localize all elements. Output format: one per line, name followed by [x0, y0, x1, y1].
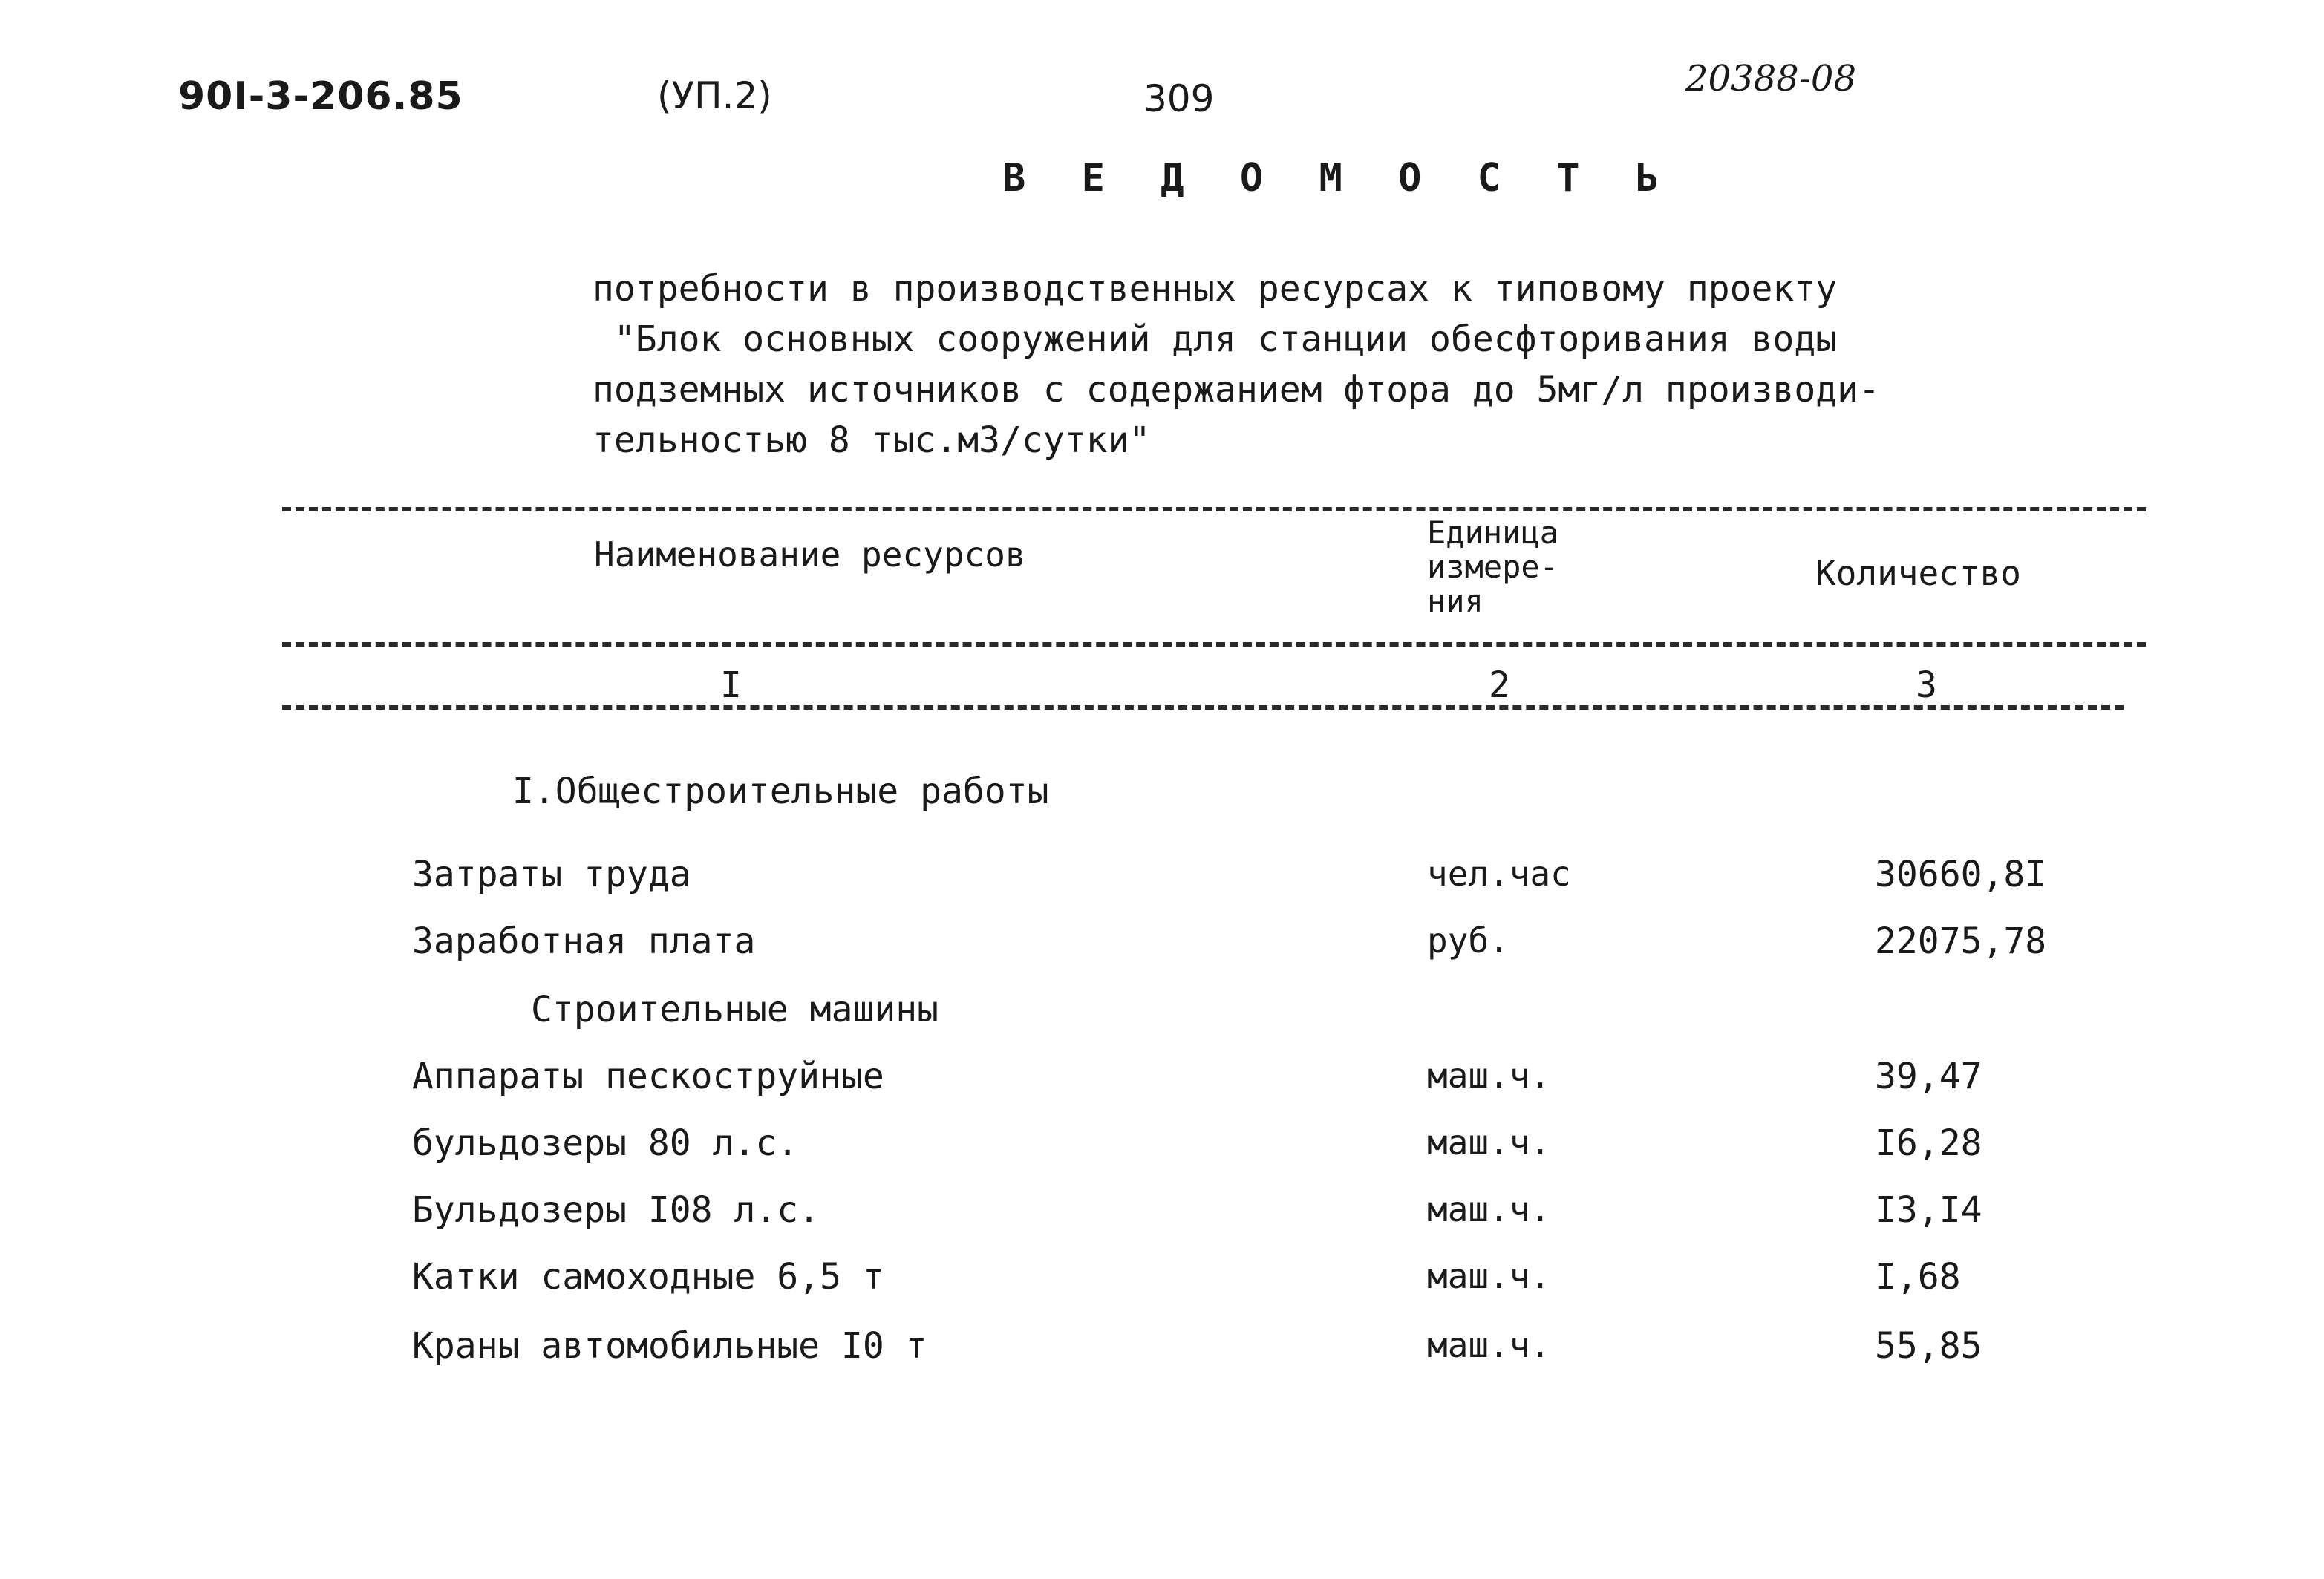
row-name: Заработная плата	[412, 921, 756, 962]
row-name: Аппараты пескоструйные	[412, 1056, 884, 1097]
row-quantity: 55,85	[1875, 1325, 1982, 1367]
column-number-1: I	[720, 664, 742, 706]
album-number: (УП.2)	[657, 74, 772, 117]
document-title: В Е Д О М О С Т Ь	[1002, 156, 1676, 200]
row-name: Краны автомобильные I0 т	[412, 1325, 927, 1367]
row-quantity: 22075,78	[1875, 921, 2047, 962]
column-number-3: 3	[1916, 664, 1937, 706]
document-code: 90I-3-206.85	[178, 74, 463, 119]
page-number: 309	[1143, 77, 1215, 120]
document-subtitle: потребности в производственных ресурсах к типовому проекту "Блок основных сооружений для станции обесфторивания воды подземных источников с содержанием фтора до 5мг/л производи- тельностью 8 тыс.м3/сутки"	[593, 268, 1880, 461]
row-name: Катки самоходные 6,5 т	[412, 1256, 884, 1298]
row-name: Бульдозеры I08 л.с.	[412, 1189, 820, 1231]
row-quantity: 39,47	[1875, 1056, 1982, 1097]
column-header-quantity: Количество	[1815, 553, 2021, 593]
row-unit: маш.ч.	[1427, 1189, 1551, 1229]
column-number-2: 2	[1489, 664, 1510, 706]
table-top-rule	[282, 507, 2146, 511]
column-header-unit: Единица измере- ния	[1427, 514, 1559, 619]
row-unit: чел.час	[1427, 854, 1571, 894]
row-quantity: I3,I4	[1875, 1189, 1982, 1231]
handwritten-stamp: 20388-08	[1685, 58, 1856, 99]
row-unit: руб.	[1427, 921, 1509, 961]
row-unit: маш.ч.	[1427, 1256, 1551, 1296]
table-header-rule	[282, 642, 2146, 647]
row-name: бульдозеры 80 л.с.	[412, 1122, 799, 1164]
row-unit: маш.ч.	[1427, 1325, 1551, 1365]
row-unit: маш.ч.	[1427, 1056, 1551, 1096]
row-quantity: 30660,8I	[1875, 854, 2047, 895]
row-unit: маш.ч.	[1427, 1122, 1551, 1163]
subsection-title: Строительные машины	[531, 989, 939, 1030]
row-name: Затраты труда	[412, 854, 691, 895]
row-quantity: I,68	[1875, 1256, 1961, 1298]
column-header-name: Наименование ресурсов	[594, 534, 1026, 575]
section-title: I.Общестроительные работы	[512, 771, 1049, 812]
row-quantity: I6,28	[1875, 1122, 1982, 1164]
table-numbering-rule	[282, 705, 2124, 710]
